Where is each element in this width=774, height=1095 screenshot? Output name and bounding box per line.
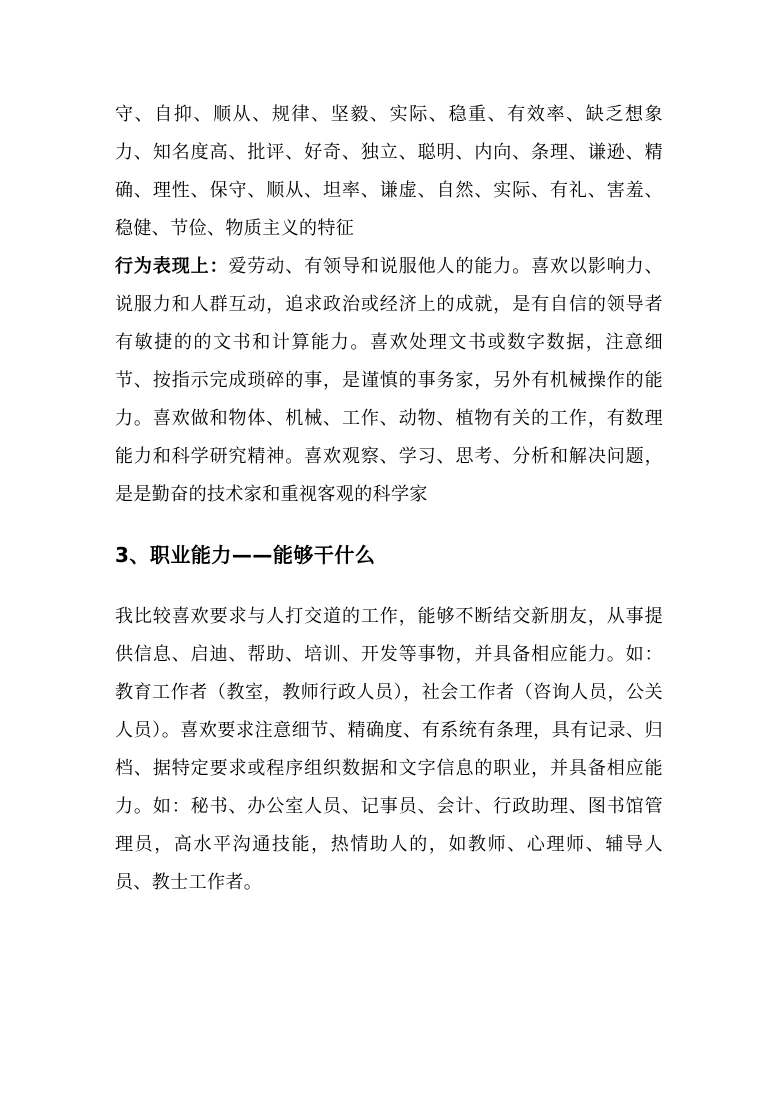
behavior-text: 爱劳动、有领导和说服他人的能力。喜欢以影响力、说服力和人群互动，追求政治或经济上的成就，是有自信的领导者有敏捷的的文书和计算能力。喜欢处理文书或数字数据，注意细节、按指示完成琐碎的事，是谨慎的事务家，另外有机械操作的能力。喜欢做和物体、机械、工作、动物、植物有关的工作，有数理能力和科学研究精神。喜欢观察、学习、思考、分析和解决问题，是是勤奋的技术家和重视客观的科学家 [115, 256, 663, 505]
ability-paragraph: 我比较喜欢要求与人打交道的工作，能够不断结交新朋友，从事提供信息、启迪、帮助、培训、开发等事物，并具备相应能力。如：教育工作者（教室，教师行政人员），社会工作者（咨询人员，公关人员）。喜欢要求注意细节、精确度、有系统有条理，具有记录、归档、据特定要求或程序组织数据和文字信息的职业，并具备相应能力。如：秘书、办公室人员、记事员、会计、行政助理、图书馆管理员，高水平沟通技能，热情助人的，如教师、心理师、辅导人员、教士工作者。 [115, 606, 663, 893]
behavior-lead: 行为表现上： [115, 256, 229, 277]
behavior-paragraph [115, 248, 663, 514]
section-heading: 3、职业能力——能够干什么 [115, 543, 376, 567]
document-page [115, 96, 663, 902]
traits-paragraph: 守、自抑、顺从、规律、坚毅、实际、稳重、有效率、缺乏想象力、知名度高、批评、好奇、独立、聪明、内向、条理、谦逊、精确、理性、保守、顺从、坦率、谦虚、自然、实际、有礼、害羞、稳健、节俭、物质主义的特征 [115, 104, 663, 239]
